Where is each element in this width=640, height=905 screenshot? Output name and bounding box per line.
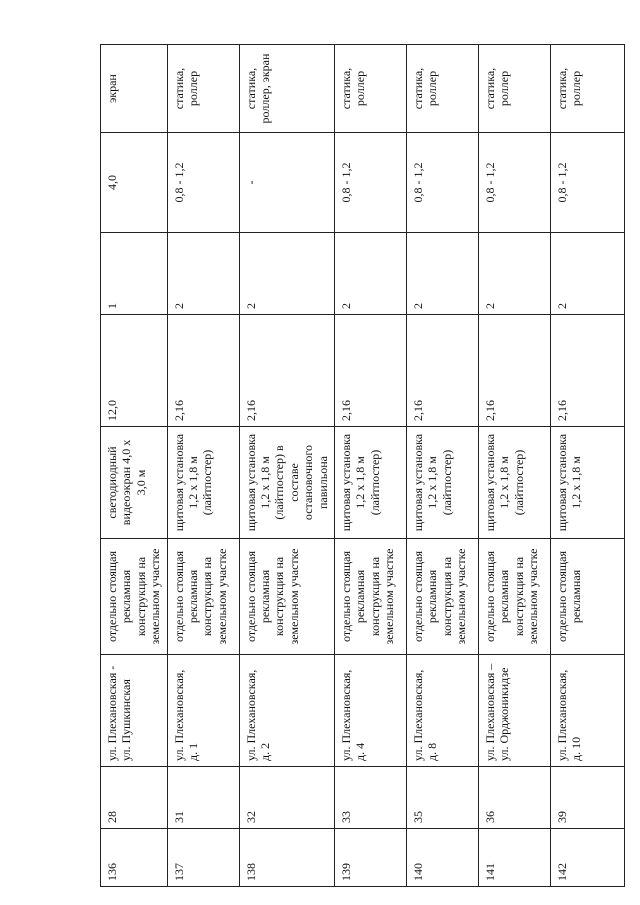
construction-type-cell: отдельно стоящая рекламная конструкция на земельном участке (334, 539, 406, 655)
construction-type-cell: отдельно стоящая рекламная конструкция на земельном участке (167, 539, 239, 655)
technology-cell: статика, роллер (406, 45, 478, 133)
table-row (101, 45, 168, 887)
area-cell: 2,16 (334, 315, 406, 427)
address-cell: ул. Плехановская, д. 8 (406, 655, 478, 767)
size-height-cell: 0,8 - 1,2 (334, 133, 406, 233)
sides-cell: 2 (550, 233, 624, 315)
size-height-cell: 0,8 - 1,2 (167, 133, 239, 233)
address-cell: ул. Плехановская, д. 2 (239, 655, 334, 767)
address-cell: ул. Плехановская - ул. Пушкинская (101, 655, 168, 767)
sides-cell: 2 (478, 233, 550, 315)
construction-view-cell: светодиодный видеоэкран 4,0 х 3,0 м (101, 427, 168, 539)
technology-cell: статика, роллер (550, 45, 624, 133)
address-cell: ул. Плехановская, д. 4 (334, 655, 406, 767)
area-cell: 2,16 (550, 315, 624, 427)
sides-cell: 2 (406, 233, 478, 315)
advertising-structures-table (100, 44, 625, 887)
area-cell: 2,16 (167, 315, 239, 427)
item-number-cell: 39 (550, 767, 624, 829)
technology-cell: статика, роллер, экран (239, 45, 334, 133)
area-cell: 2,16 (239, 315, 334, 427)
item-number-cell: 36 (478, 767, 550, 829)
construction-view-cell: щитовая установка 1,2 х 1,8 м (лайтпостер) (334, 427, 406, 539)
construction-type-cell: отдельно стоящая рекламная конструкция на земельном участке (101, 539, 168, 655)
construction-type-cell: отдельно стоящая рекламная конструкция на земельном участке (478, 539, 550, 655)
row-number-cell: 141 (478, 829, 550, 887)
size-height-cell: - (239, 133, 334, 233)
sides-cell: 2 (167, 233, 239, 315)
row-number-cell: 142 (550, 829, 624, 887)
construction-view-cell: щитовая установка 1,2 х 1,8 м (лайтпостер) (406, 427, 478, 539)
address-cell: ул. Плехановская, д. 1 (167, 655, 239, 767)
technology-cell: статика, роллер (167, 45, 239, 133)
construction-view-cell: щитовая установка 1,2 х 1,8 м (лайтпостер) (167, 427, 239, 539)
table-row (406, 45, 478, 887)
table-row (167, 45, 239, 887)
area-cell: 2,16 (406, 315, 478, 427)
row-number-cell: 140 (406, 829, 478, 887)
table-row (334, 45, 406, 887)
item-number-cell: 31 (167, 767, 239, 829)
size-height-cell: 0,8 - 1,2 (478, 133, 550, 233)
construction-type-cell: отдельно стоящая рекламная конструкция на земельном участке (239, 539, 334, 655)
construction-type-cell: отдельно стоящая рекламная конструкция на земельном участке (406, 539, 478, 655)
area-cell: 12,0 (101, 315, 168, 427)
table-row (239, 45, 334, 887)
sides-cell: 2 (239, 233, 334, 315)
address-cell: ул. Плехановская – ул. Орджоникидзе (478, 655, 550, 767)
item-number-cell: 35 (406, 767, 478, 829)
rotated-table-container (100, 45, 598, 887)
row-number-cell: 138 (239, 829, 334, 887)
construction-view-cell: щитовая установка 1,2 х 1,8 м (лайтпостер) (478, 427, 550, 539)
size-height-cell: 4,0 (101, 133, 168, 233)
sides-cell: 1 (101, 233, 168, 315)
size-height-cell: 0,8 - 1,2 (406, 133, 478, 233)
address-cell: ул. Плехановская, д. 10 (550, 655, 624, 767)
technology-cell: экран (101, 45, 168, 133)
row-number-cell: 139 (334, 829, 406, 887)
item-number-cell: 32 (239, 767, 334, 829)
row-number-cell: 136 (101, 829, 168, 887)
item-number-cell: 28 (101, 767, 168, 829)
technology-cell: статика, роллер (334, 45, 406, 133)
area-cell: 2,16 (478, 315, 550, 427)
size-height-cell: 0,8 - 1,2 (550, 133, 624, 233)
row-number-cell: 137 (167, 829, 239, 887)
construction-view-cell: щитовая установка 1,2 х 1,8 м (550, 427, 624, 539)
item-number-cell: 33 (334, 767, 406, 829)
construction-view-cell: щитовая установка 1,2 х 1,8 м (лайтпостер) в составе остановочного павильона (239, 427, 334, 539)
construction-type-cell: отдельно стоящая рекламная (550, 539, 624, 655)
sides-cell: 2 (334, 233, 406, 315)
technology-cell: статика, роллер (478, 45, 550, 133)
table-row (550, 45, 624, 887)
table-row (478, 45, 550, 887)
